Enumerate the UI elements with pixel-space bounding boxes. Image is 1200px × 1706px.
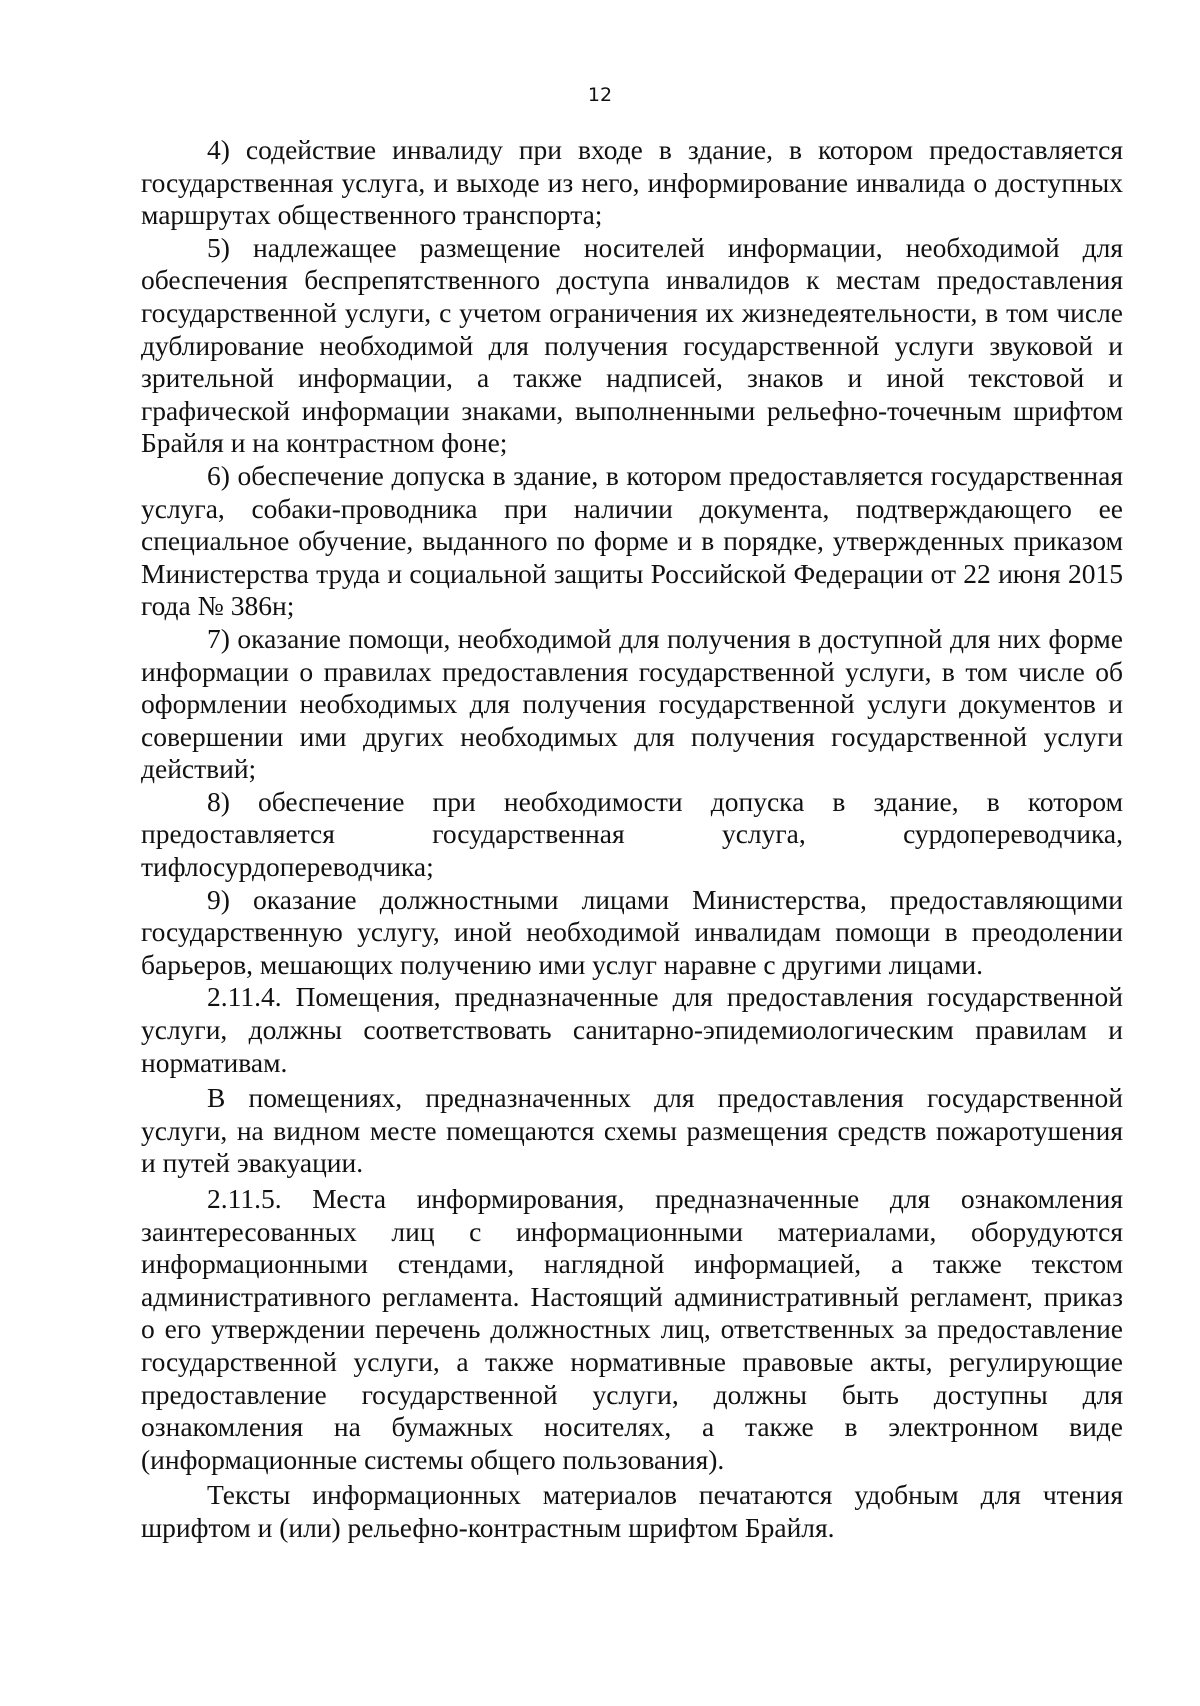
paragraph-item-6: 6) обеспечение допуска в здание, в котором предоставляется государственная услуга, собаки-проводника при наличии документа, подтверждающего ее специальное обучение, выданного по форме и в порядке, утвержденных приказом Министерства труда и социальной защиты Российской Федерации от 22 июня 2015 года № 386н; (141, 459, 1123, 622)
paragraph-braille-texts: Тексты информационных материалов печатаются удобным для чтения шрифтом и (или) рельефно-контрастным шрифтом Брайля. (141, 1479, 1123, 1543)
paragraph-section-2-11-4: 2.11.4. Помещения, предназначенные для предоставления государственной услуги, должны соответствовать санитарно-эпидемиологическим правилам и нормативам. (141, 981, 1123, 1078)
paragraph-item-7: 7) оказание помощи, необходимой для получения в доступной для них форме информации о правилах предоставления государственной услуги, в том числе об оформлении необходимых для получения государственной услуги документов и совершении ими других необходимых для получения государственной услуги действий; (141, 622, 1123, 785)
paragraph-fire-safety: В помещениях, предназначенных для предоставления государственной услуги, на видном месте помещаются схемы размещения средств пожаротушения и путей эвакуации. (141, 1082, 1123, 1179)
paragraph-section-2-11-5: 2.11.5. Места информирования, предназначенные для ознакомления заинтересованных лиц с информационными материалами, оборудуются информационными стендами, наглядной информацией, а также текстом административного регламента. Настоящий административный регламент, приказ о его утверждении перечень должностных лиц, ответственных за предоставление государственной услуги, а также нормативные правовые акты, регулирующие предоставление государственной услуги, должны быть доступны для ознакомления на бумажных носителях, а также в электронном виде (информационные системы общего пользования). (141, 1183, 1123, 1475)
page-number: 12 (587, 84, 613, 106)
paragraph-item-5: 5) надлежащее размещение носителей информации, необходимой для обеспечения беспрепятственного доступа инвалидов к местам предоставления государственной услуги, с учетом ограничения их жизнедеятельности, в том числе дублирование необходимой для получения государственной услуги звуковой и зрительной информации, а также надписей, знаков и иной текстовой и графической информации знаками, выполненными рельефно-точечным шрифтом Брайля и на контрастном фоне; (141, 231, 1123, 459)
document-body (141, 134, 1123, 1545)
paragraph-item-8: 8) обеспечение при необходимости допуска в здание, в котором предоставляется государственная услуга, сурдопереводчика, тифлосурдопереводчика; (141, 785, 1123, 883)
paragraph-item-9: 9) оказание должностными лицами Министерства, предоставляющими государственную услугу, иной необходимой инвалидам помощи в преодолении барьеров, мешающих получению ими услуг наравне с другими лицами. (141, 883, 1123, 980)
paragraph-item-4: 4) содействие инвалиду при входе в здание, в котором предоставляется государственная услуга, и выходе из него, информирование инвалида о доступных маршрутах общественного транспорта; (141, 134, 1123, 231)
